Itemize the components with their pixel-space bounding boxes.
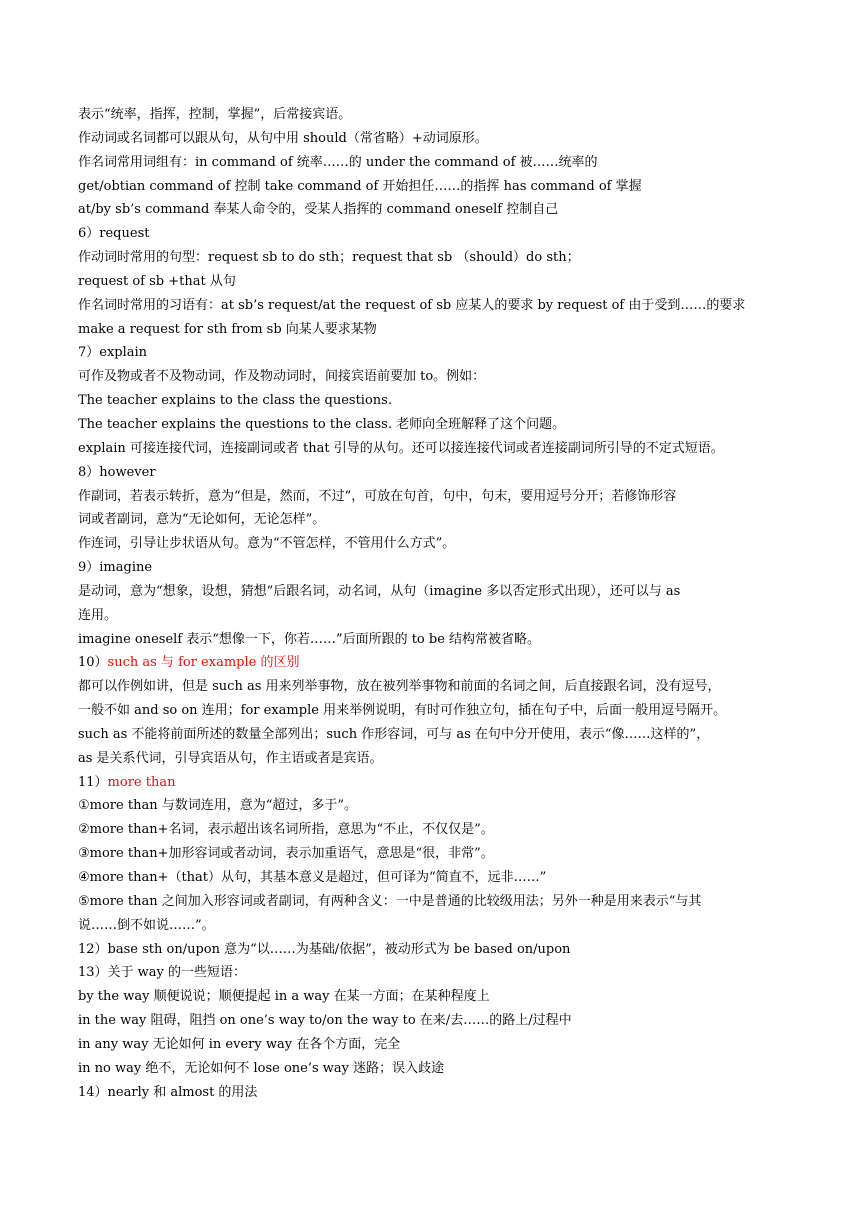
text-line: such as 不能将前面所述的数量全部列出；such 作形容词，可与 as 在句中分开使用，表示“像……这样的”，: [78, 726, 710, 742]
section-heading-imagine: 9）imagine: [78, 560, 153, 576]
text-line: 作名词常用词组有：in command of 统率……的 under the command of 被……统率的: [78, 154, 598, 170]
section-heading-nearly-almost: 14）nearly 和 almost 的用法: [78, 1084, 258, 1100]
text-line: 可作及物或者不及物动词，作及物动词时，间接宾语前要加 to。例如：: [78, 369, 486, 385]
section-heading-such-as: [78, 651, 796, 675]
text-line: 都可以作例如讲，但是 such as 用来列举事物，放在被列举事物和前面的名词之间，后直接跟名词，没有逗号，: [78, 679, 721, 695]
section-heading-more-than: [78, 771, 796, 795]
section-title-red: such as 与 for example 的区别: [107, 655, 300, 671]
text-line: 作名词时常用的习语有：at sb’s request/at the request of sb 应某人的要求 by request of 由于受到……的要求: [78, 297, 746, 313]
text-line: request of sb +that 从句: [78, 273, 236, 289]
text-line: The teacher explains the questions to the class. 老师向全班解释了这个问题。: [78, 416, 566, 432]
document-page: [78, 103, 796, 1104]
section-number: 10）: [78, 655, 108, 671]
text-line: ④more than+（that）从句，其基本意义是超过，但可译为“简直不，远非……”: [78, 870, 547, 885]
text-line: in no way 绝不，无论如何不 lose one’s way 迷路；误入歧途: [78, 1060, 445, 1076]
text-line: ②more than+名词，表示超出该名词所指，意思为“不止，不仅仅是”。: [78, 822, 494, 838]
text-line: 作连词，引导让步状语从句。意为“不管怎样，不管用什么方式”。: [78, 536, 456, 552]
text-line: 是动词，意为“想象，设想，猜想”后跟名词，动名词，从句（imagine 多以否定形式出现），还可以与 as: [78, 583, 681, 599]
section-title-red: more than: [107, 774, 176, 790]
text-line: get/obtian command of 控制 take command of 开始担任……的指挥 has command of 掌握: [78, 178, 642, 194]
text-line: 词或者副词，意为“无论如何，无论怎样”。: [78, 512, 326, 528]
text-line: The teacher explains to the class the questions.: [78, 393, 392, 409]
section-heading-way: 13）关于 way 的一些短语：: [78, 965, 247, 981]
text-line: 作动词时常用的句型：request sb to do sth；request that sb （should）do sth；: [78, 250, 580, 266]
section-heading-base-on: 12）base sth on/upon 意为“以……为基础/依据”，被动形式为 be based on/upon: [78, 941, 571, 957]
text-line: explain 可接连接代词，连接副词或者 that 引导的从句。还可以接连接代词或者连接副词所引导的不定式短语。: [78, 440, 724, 456]
text-line: 作动词或名词都可以跟从句，从句中用 should（常省略）+动词原形。: [78, 130, 488, 146]
text-line: 连用。: [78, 607, 118, 623]
text-line: in the way 阻碍，阻挡 on one’s way to/on the way to 在来/去……的路上/过程中: [78, 1013, 572, 1029]
text-line: imagine oneself 表示“想像一下，你若……”后面所跟的 to be 结构常被省略。: [78, 631, 541, 647]
text-line: at/by sb’s command 奉某人命令的，受某人指挥的 command oneself 控制自己: [78, 202, 559, 218]
text-line: ①more than 与数词连用，意为“超过，多于”。: [78, 798, 357, 814]
text-line: 说……倒不如说……”。: [78, 917, 215, 933]
text-line: ⑤more than 之间加入形容词或者副词，有两种含义：一中是普通的比较级用法；另外一种是用来表示“与其: [78, 893, 702, 909]
section-heading-explain: 7）explain: [78, 345, 148, 361]
text-line: as 是关系代词，引导宾语从句，作主语或者是宾语。: [78, 750, 383, 766]
text-line: 一般不如 and so on 连用；for example 用来举例说明，有时可作独立句，插在句子中，后面一般用逗号隔开。: [78, 703, 727, 719]
section-heading-request: 6）request: [78, 226, 150, 242]
text-line: in any way 无论如何 in every way 在各个方面，完全: [78, 1036, 401, 1052]
text-line: 作副词，若表示转折，意为“但是，然而，不过”，可放在句首，句中，句末，要用逗号分开；若修饰形容: [78, 488, 677, 504]
text-line: ③more than+加形容词或者动词，表示加重语气，意思是“很，非常”。: [78, 846, 494, 862]
section-heading-however: 8）however: [78, 464, 156, 480]
text-line: by the way 顺便说说；顺便提起 in a way 在某一方面；在某种程度上: [78, 989, 490, 1005]
text-line: make a request for sth from sb 向某人要求某物: [78, 321, 377, 337]
text-line: 表示“统率，指挥，控制，掌握”，后常接宾语。: [78, 107, 352, 122]
section-number: 11）: [78, 774, 108, 790]
